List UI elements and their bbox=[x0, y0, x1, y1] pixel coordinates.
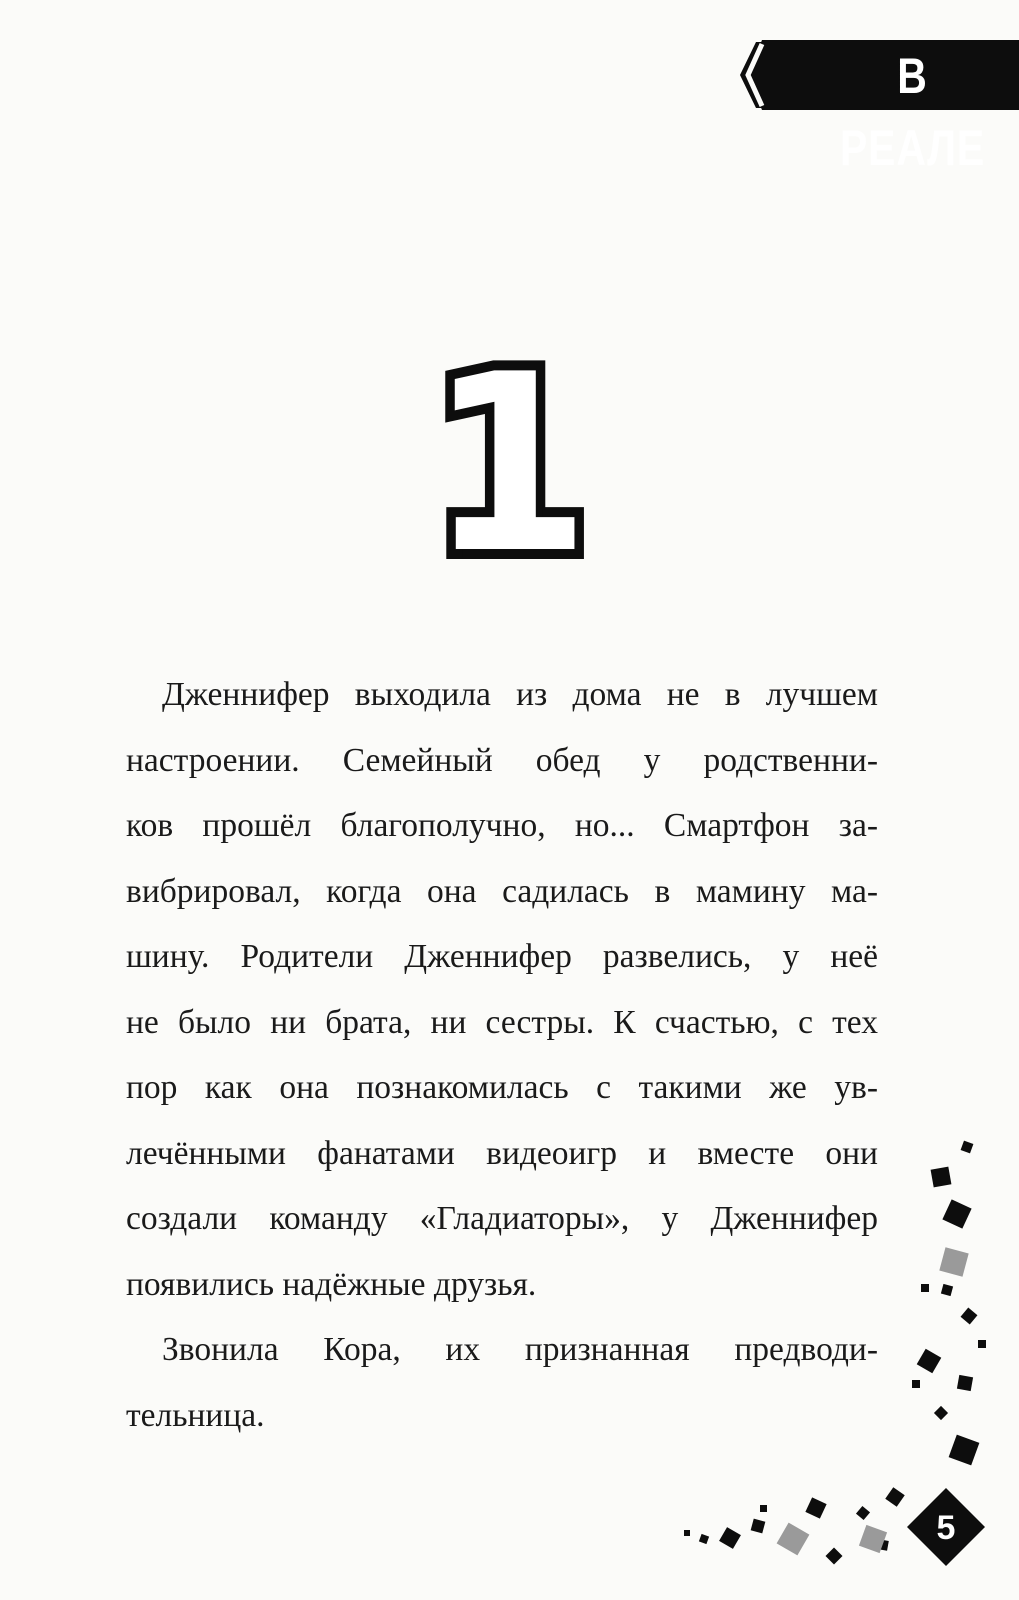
section-label: В РЕАЛЕ bbox=[839, 48, 986, 176]
page-number-badge bbox=[905, 1486, 987, 1568]
confetti-square bbox=[961, 1308, 978, 1325]
confetti-square bbox=[877, 1539, 889, 1551]
section-tab bbox=[736, 40, 1019, 176]
confetti-square-gray bbox=[777, 1523, 810, 1556]
confetti-square bbox=[957, 1375, 973, 1391]
confetti-square bbox=[885, 1487, 904, 1506]
confetti-square bbox=[931, 1167, 952, 1188]
page-number: 5 bbox=[936, 1509, 956, 1547]
confetti-square bbox=[934, 1406, 948, 1420]
text-line: настроении. Семейный обед у родственни- bbox=[126, 741, 878, 779]
text-line: вибрировал, когда она садилась в мамину ма- bbox=[126, 872, 878, 910]
confetti-square bbox=[912, 1380, 920, 1388]
confetti-square bbox=[949, 1435, 980, 1466]
body-text bbox=[126, 662, 878, 1448]
text-line: ков прошёл благополучно, но... Смартфон за- bbox=[126, 807, 878, 844]
confetti-square bbox=[719, 1527, 741, 1549]
text-line: лечёнными фанатами видеоигр и вместе они bbox=[126, 1134, 878, 1172]
text-line: Дженнифер выходила из дома не в лучшем bbox=[162, 676, 878, 713]
text-line: создали команду «Гладиаторы», у Дженнифер bbox=[126, 1200, 878, 1237]
confetti-square bbox=[805, 1497, 826, 1518]
confetti-square bbox=[751, 1519, 766, 1534]
confetti-square bbox=[978, 1340, 986, 1348]
confetti-square-gray bbox=[939, 1247, 968, 1276]
confetti-square bbox=[961, 1141, 974, 1154]
paragraph bbox=[126, 1317, 878, 1448]
text-line: не было ни брата, ни сестры. К счастью, с тех bbox=[126, 1003, 878, 1041]
chapter-number: 1 bbox=[428, 322, 591, 607]
text-line: Звонила Кора, их признанная предводи- bbox=[162, 1331, 878, 1368]
text-line: пор как она познакомилась с такими же ув- bbox=[126, 1069, 878, 1106]
text-line: появились надёжные друзья. bbox=[126, 1265, 537, 1303]
confetti-square bbox=[699, 1534, 709, 1544]
text-line: шину. Родители Дженнифер развелись, у неё bbox=[126, 938, 878, 975]
paragraph bbox=[126, 662, 878, 1317]
confetti-square bbox=[826, 1548, 843, 1565]
text-line: тельница. bbox=[126, 1396, 265, 1434]
confetti-square bbox=[684, 1530, 690, 1536]
confetti-square bbox=[760, 1505, 767, 1512]
confetti-square bbox=[921, 1284, 929, 1292]
confetti-square bbox=[856, 1506, 870, 1520]
confetti-square bbox=[917, 1349, 942, 1374]
confetti-square-gray bbox=[859, 1525, 887, 1553]
confetti-square bbox=[942, 1199, 971, 1228]
confetti-square bbox=[941, 1284, 953, 1296]
